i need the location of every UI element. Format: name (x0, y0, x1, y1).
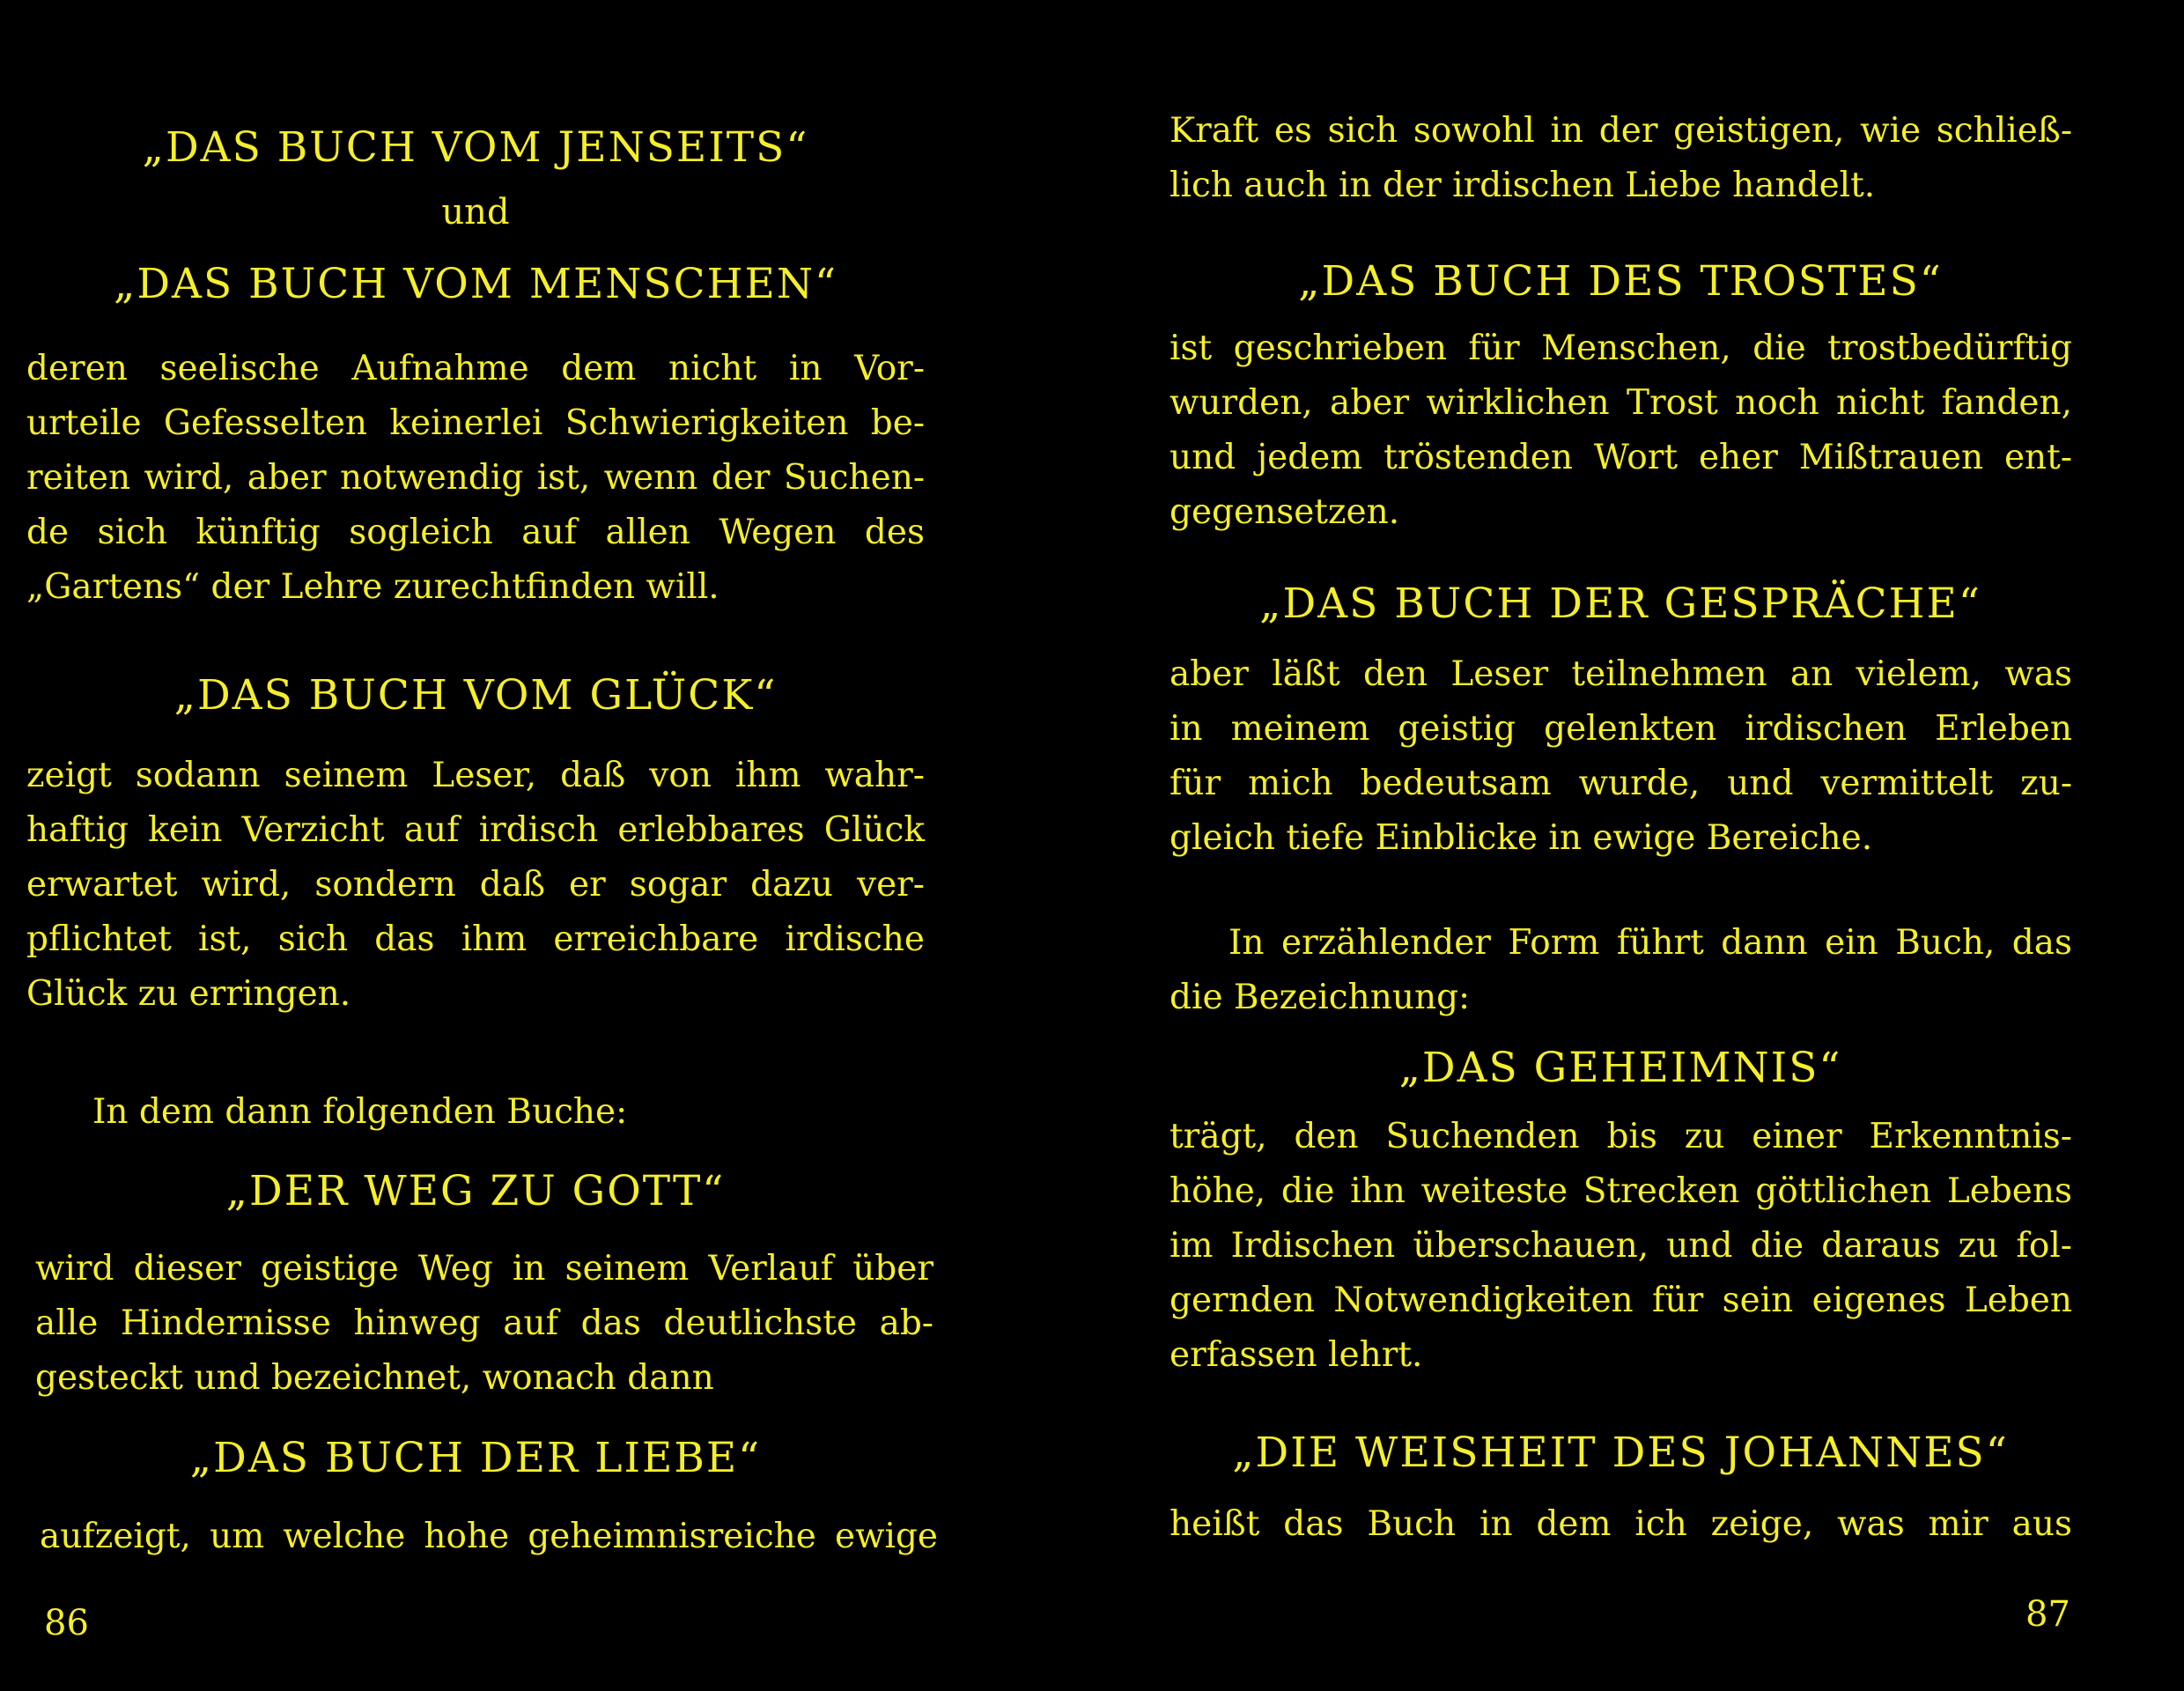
text-line: pflichtet ist, sich das ihm erreichbare irdische (26, 919, 925, 959)
paragraph-aufnahme (26, 342, 925, 615)
page-number-right: 87 (2025, 1594, 2070, 1635)
heading-liebe: „DAS BUCH DER LIEBE“ (189, 1434, 762, 1482)
text-line: gleich tiefe Einblicke in ewige Bereiche. (1169, 818, 1873, 858)
page-number-left: 86 (44, 1603, 89, 1643)
text-line: lich auch in der irdischen Liebe handelt. (1169, 166, 1876, 205)
text-line: heißt das Buch in dem ich zeige, was mir aus (1169, 1504, 2072, 1544)
text-line: deren seelische Aufnahme dem nicht in Vor- (26, 349, 925, 388)
heading-weg-zu-gott: „DER WEG ZU GOTT“ (225, 1167, 726, 1215)
text-line: gesteckt und bezeichnet, wonach dann (35, 1358, 714, 1398)
text-line: ist geschrieben für Menschen, die trostbedürftig (1169, 329, 2072, 368)
text-line: zeigt sodann seinem Leser, daß von ihm wahr- (26, 756, 925, 795)
paragraph-gespraeche (1169, 647, 2072, 866)
paragraph-geheimnis (1169, 1110, 2072, 1383)
paragraph-trost (1169, 321, 2072, 540)
text-line: Glück zu erringen. (26, 974, 351, 1014)
heading-johannes: „DIE WEISHEIT DES JOHANNES“ (1232, 1429, 2009, 1477)
text-line: erfassen lehrt. (1169, 1335, 1423, 1375)
intro-line-folgenden-buche: In dem dann folgenden Buche: (92, 1092, 628, 1132)
text-line: In erzählender Form führt dann ein Buch, das (1228, 923, 2072, 963)
text-line: reiten wird, aber notwendig ist, wenn der Suchen- (26, 458, 925, 498)
text-line: alle Hindernisse hinweg auf das deutlichste ab- (35, 1303, 933, 1343)
text-line: wird dieser geistige Weg in seinem Verlauf über (35, 1249, 933, 1289)
heading-gespraeche: „DAS BUCH DER GESPRÄCHE“ (1259, 580, 1981, 628)
text-line: wurden, aber wirklichen Trost noch nicht fanden, (1169, 383, 2072, 423)
paragraph-erzaehlende-form (1169, 916, 2072, 1025)
text-line: gernden Notwendigkeiten für sein eigenes Leben (1169, 1281, 2072, 1320)
text-line: de sich künftig sogleich auf allen Wegen des (26, 513, 925, 552)
text-line: urteile Gefesselten keinerlei Schwierigkeiten be- (26, 403, 925, 443)
paragraph-johannes (1169, 1497, 2072, 1552)
heading-geheimnis: „DAS GEHEIMNIS“ (1398, 1044, 1842, 1092)
heading-trostes: „DAS BUCH DES TROSTES“ (1298, 257, 1943, 306)
text-line: die Bezeichnung: (1169, 978, 1471, 1017)
heading-glueck: „DAS BUCH VOM GLÜCK“ (173, 671, 778, 720)
connector-und: und (441, 192, 510, 233)
text-line: höhe, die ihn weiteste Strecken göttlichen Lebens (1169, 1171, 2072, 1211)
paragraph-kraft (1169, 104, 2072, 213)
text-line: in meinem geistig gelenkten irdischen Erleben (1169, 709, 2072, 749)
text-line: trägt, den Suchenden bis zu einer Erkenntnis- (1169, 1117, 2072, 1156)
text-line: gegensetzen. (1169, 492, 1400, 532)
text-line: aber läßt den Leser teilnehmen an vielem, was (1169, 654, 2072, 694)
text-line: für mich bedeutsam wurde, und vermittelt zu- (1169, 764, 2072, 803)
text-line: und jedem tröstenden Wort eher Mißtrauen ent- (1169, 438, 2072, 477)
text-line: haftig kein Verzicht auf irdisch erlebbares Glück (26, 810, 925, 850)
text-line: „Gartens“ der Lehre zurechtfinden will. (26, 567, 719, 607)
heading-menschen: „DAS BUCH VOM MENSCHEN“ (113, 260, 838, 308)
text-line: im Irdischen überschauen, und die daraus zu fol- (1169, 1226, 2072, 1266)
paragraph-glueck (26, 749, 925, 1022)
text-line: Kraft es sich sowohl in der geistigen, wie schließ- (1169, 111, 2072, 151)
paragraph-liebe (40, 1510, 938, 1564)
text-line: erwartet wird, sondern daß er sogar dazu ver- (26, 865, 925, 905)
right-page (1092, 0, 2184, 1691)
heading-jenseits: „DAS BUCH VOM JENSEITS“ (142, 123, 809, 172)
text-line: aufzeigt, um welche hohe geheimnisreiche ewige (40, 1517, 938, 1556)
paragraph-weg (35, 1242, 933, 1406)
